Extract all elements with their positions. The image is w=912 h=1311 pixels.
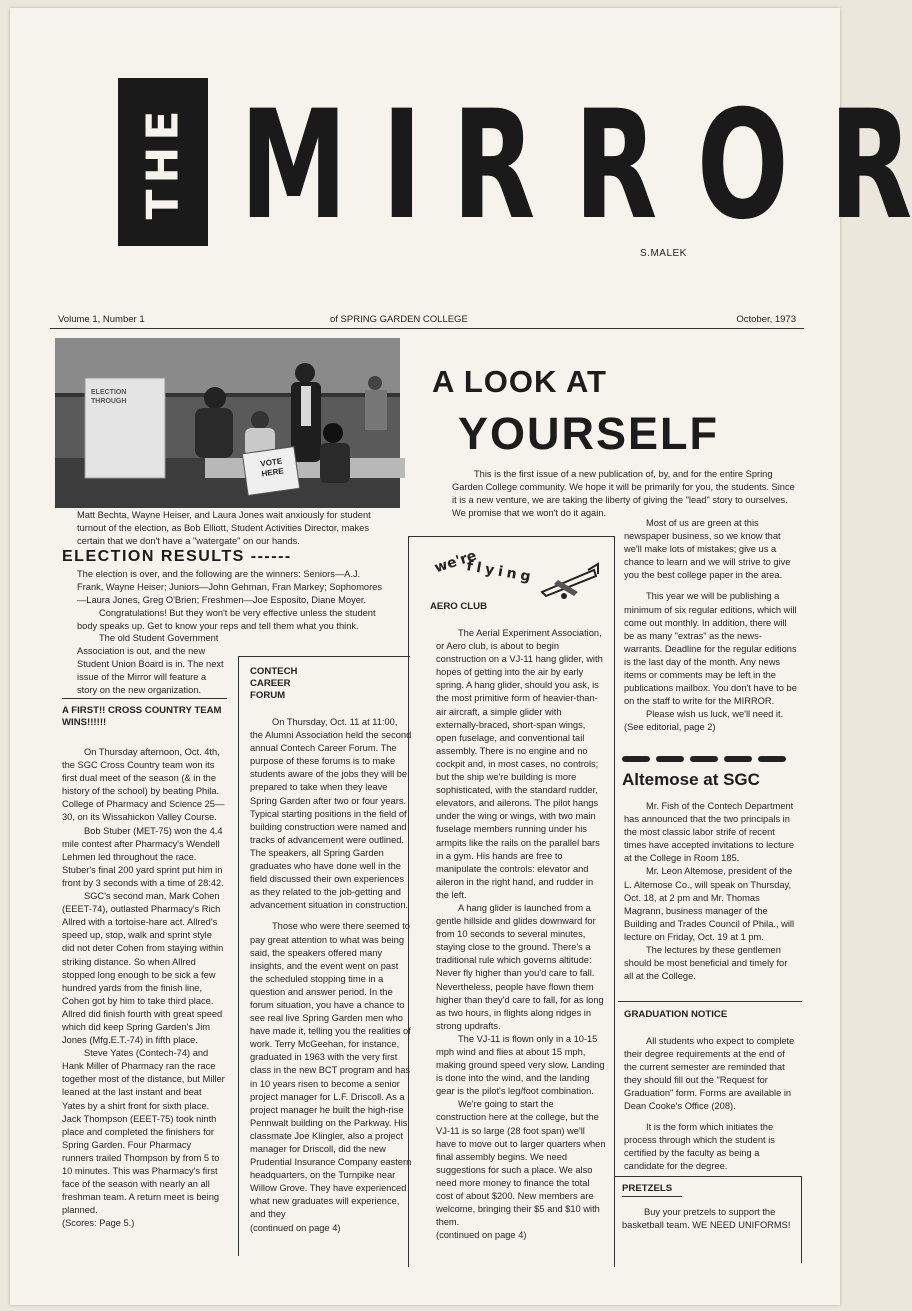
- masthead-letter: R: [452, 79, 536, 253]
- look-headline-line2: YOURSELF: [458, 408, 720, 459]
- dateline-rule: [50, 328, 804, 329]
- masthead-title: [216, 79, 912, 253]
- masthead-letter: O: [696, 79, 789, 253]
- altemose-article: [624, 800, 798, 983]
- photo-caption: Matt Bechta, Wayne Heiser, and Laura Jones wait anxiously for student turnout of the election, as Bob Elliott, Student Activities Director, makes certain that we don't have a "watergate" on our hands.: [77, 510, 371, 547]
- aero-paragraph: The Aerial Experiment Association, or Aero club, is about to begin construction on a VJ-11 hang glider, with hopes of getting into the air by early spring. A hang glider, should you ask, is the most primitive form of heavier-than-air aircraft, a simple glider with externally-braced, short-span wings, open fuselage, and conventional tail assembly. There is no engine and no cockpit and, in most cases, no controls; but the ship we're building is more sophisticated, with the standard rudder, elevators, and ailerons. The pilot hangs under the wing or wings, with two main fuselage members running under his armpits like the rails on the parallel bars in a gym. His hands are free to manipulate the controls: elevator and aileron in the right hand, and rudder in the left.: [436, 628, 603, 900]
- pretzels-underline: [622, 1196, 682, 1197]
- aero-paragraph: We're going to start the construction here at the college, but the VJ-11 is so large (28 foot span) we'll have to move out to larger quarters when final assembly begins. We need suggestions for such a place. We also need more money to finance the total cost of about $200. New members are welcome, bringing their $5 and $10 with them.: [436, 1099, 606, 1228]
- college-name: of SPRING GARDEN COLLEGE: [330, 314, 468, 325]
- look-paragraph: Most of us are green at this newspaper business, so we know that we'll make lots of mistakes; give us a chance to learn and we will strive to give you the best college paper in the area.: [624, 518, 791, 581]
- column-rule: [238, 656, 410, 657]
- pretzels-article: [622, 1206, 794, 1232]
- column-divider: [238, 656, 239, 1256]
- glider-icon: [538, 562, 600, 606]
- pretzels-paragraph: Buy your pretzels to support the basketball team. WE NEED UNIFORMS!: [622, 1207, 791, 1231]
- altemose-headline: Altemose at SGC: [622, 770, 760, 789]
- look-article: [624, 517, 798, 735]
- altemose-paragraph: Mr. Fish of the Contech Department has announced that the two principals in the most classic labor strife of recent times have accepted invitations to lecture at the College in Room 185.: [624, 801, 795, 864]
- aero-paragraph: (continued on page 4): [436, 1230, 527, 1241]
- graduation-article: [624, 1035, 798, 1173]
- look-intro: [452, 468, 796, 520]
- masthead-the: THE: [137, 104, 189, 220]
- contech-headline: CONTECH CAREER FORUM: [250, 666, 298, 701]
- newspaper-page: [10, 8, 912, 1305]
- graduation-paragraph: It is the form which initiates the process through which the student is certified by the faculty as being a candidate for the degree.: [624, 1121, 775, 1171]
- issue-date: October, 1973: [736, 314, 796, 325]
- contech-paragraph: (continued on page 4): [250, 1222, 341, 1233]
- altemose-paragraph: Mr. Leon Altemose, president of the L. Altemose Co., will speak on Thursday, Oct. 18, at 2 pm and Mr. Thomas Magrann, business manager of the Building and Trades Council of Phila., will lecture on Friday, Oct. 19 at 1 pm.: [624, 866, 795, 942]
- masthead-letter: R: [828, 79, 912, 253]
- look-headline-line1: A LOOK AT: [432, 364, 607, 399]
- cross-country-paragraph: (Scores: Page 5.): [62, 1218, 135, 1229]
- aero-art-word: we're: [432, 547, 479, 577]
- contech-article: [250, 716, 412, 1235]
- aero-club-article: [436, 627, 606, 1242]
- pretzels-headline: PRETZELS: [622, 1183, 673, 1194]
- graduation-headline: GRADUATION NOTICE: [624, 1009, 728, 1020]
- column-rule: [618, 1001, 802, 1002]
- decorative-dash-rule: [620, 753, 796, 765]
- election-headline: ELECTION RESULTS ------: [62, 548, 292, 565]
- aero-club-art: [420, 548, 605, 608]
- volume-number: Volume 1, Number 1: [58, 314, 145, 325]
- masthead-the-box: [118, 78, 208, 246]
- contech-paragraph: Those who were there seemed to pay great attention to what was being said, the speakers offered many insights, and the event went on past the scheduled stopping time in a question and answer period. In the forum situation, you have a chance to see real live Spring Garden men who have made it, telling you the realities of work. Terry McGeehan, for instance, graduated in 1963 with the very first class in the new BCT program and has in 10 years risen to become a senior project manager for L.F. Driscoll. As a project manager he built the high-rise Pennwalt building on the Parkway. His classmate Joe Klingler, also a project manager for Driscoll, did the new Prudential Insurance Company eastern headquarters, on the Turnpike near Willow Grove. They have experienced what new graduates will experience, and they: [250, 921, 412, 1220]
- contech-paragraph: On Thursday, Oct. 11 at 11:00, the Alumni Association held the second annual Contech Career Forum. The purpose of these forums is to make students aware of the jobs they will be prepared to take when they leave Spring Garden after two or four years. Typical starting positions in the field of building construction were named and tracks of advancement were outlined. The speakers, all Spring Garden graduates who have done well in the field discussed their own experiences as they related to the job-getting and advancement situation in construction.: [250, 717, 412, 911]
- masthead-letter: I: [382, 79, 423, 253]
- masthead-logo: [118, 78, 912, 254]
- election-paragraph: The election is over, and the following are the winners: Seniors—A.J. Frank, Wayne Heiser; Juniors—John Gehman, Fran Markey; Sophomores—Laura Jones, Greg O'Brien; Freshmen—Joe Esposito, Diane Moyer.: [77, 569, 383, 606]
- election-photo: [55, 338, 400, 508]
- election-article: [77, 568, 389, 633]
- photo-sign-vote-here: VOTE HERE: [259, 456, 285, 479]
- photo-sign-election: ELECTION THROUGH: [91, 389, 127, 405]
- look-paragraph: Please wish us luck, we'll need it.: [646, 709, 784, 720]
- cross-country-headline: A FIRST!! CROSS COUNTRY TEAM WINS!!!!!!: [62, 705, 222, 728]
- altemose-paragraph: The lectures by these gentlemen should be most beneficial and timely for all at the College.: [624, 945, 788, 982]
- dateline: [50, 314, 804, 328]
- aero-paragraph: A hang glider is launched from a gentle hillside and glides downward for from 10 seconds to several minutes, staying close to the ground. There's a traditional rule which governs altitude: Never fly higher than you'd care to fall. Nevertheless, people have flown them higher than they'd care to fall, for as long as two hours, in flights along ridges in strong updrafts.: [436, 902, 604, 1031]
- aero-club-headline: AERO CLUB: [430, 601, 488, 612]
- cross-country-article: [62, 746, 225, 1230]
- election-paragraph: The old Student Government Association is out, and the new Student Union Board is in. The next issue of the Mirror will feature a story on the new organization.: [77, 633, 224, 696]
- election-article-continued: [77, 632, 227, 697]
- masthead-letter: M: [239, 79, 348, 253]
- graduation-paragraph: All students who expect to complete their degree requirements at the end of the current semester are reminded that they should fill out the "Request for Graduation" form. Forms are available in Dean Cooke's Office (208).: [624, 1036, 795, 1112]
- look-paragraph: (See editorial, page 2): [624, 722, 716, 733]
- look-intro-paragraph: This is the first issue of a new publication of, by, and for the entire Spring Garden College community. We hope it will be primarily for you, the students. Since it is a new venture, we are taking the liberty of giving the "lead" story to ourselves. We promise that we won't do it again.: [452, 469, 795, 519]
- cross-country-paragraph: Steve Yates (Contech-74) and Hank Miller of Pharmacy ran the race together most of the distance, but Miller leaned at the last instant and beat Yates by a shirt front for sixth place. Jack Thompson (EEET-75) took ninth place and completed the finishers for Spring Garden. Four Pharmacy runners trailed Thompson by from 5 to 10 minutes. This was Pharmacy's first face of the season with nearly an all freshman team. A return meet is being planned.: [62, 1048, 225, 1216]
- column-rule: [62, 698, 227, 699]
- election-paragraph: Congratulations! But they won't be very effective unless the student body speaks up. Get to know your reps and tell them what you think.: [77, 608, 376, 632]
- masthead-letter: R: [573, 79, 657, 253]
- aero-art-word: flying: [465, 558, 536, 586]
- cross-country-paragraph: On Thursday afternoon, Oct. 4th, the SGC Cross Country team won its first dual meet of the season (& in the history of the school) by beating Phila. College of Pharmacy and Science 25—30, on its Wissahickon Valley Course.: [62, 747, 225, 823]
- aero-paragraph: The VJ-11 is flown only in a 10-15 mph wind and flies at about 15 mph, making ground speed very slow. Landing is done into the wind, and the landing gear is the pilot's leg/foot combination.: [436, 1033, 605, 1097]
- masthead-artist-signature: S.MALEK: [640, 248, 687, 259]
- election-photo-image: [55, 338, 400, 508]
- look-paragraph: This year we will be publishing a minimum of six regular editions, which will come out monthly. In addition, there will be as many "extras" as the news-warrants. Deadline for the regular editions is the last day of the month. Any news items or comments may be left in the publications mailbox. You don't have to be on the staff to write for the MIRROR.: [624, 591, 797, 707]
- cross-country-paragraph: Bob Stuber (MET-75) won the 4.4 mile contest after Pharmacy's Wendell Lehmen led throughout the race. Stuber's final 200 yard sprint put him in front by 3 seconds with a time of 28:42.: [62, 825, 224, 888]
- cross-country-paragraph: SGC's second man, Mark Cohen (EEET-74), outlasted Pharmacy's Rich Allred with a tortoise-hare act. Allred's speed up, stop, walk and sprint style did not deter Cohen from staying within striking distance. So when Allred stopped long enough to be sick a few hundred yards from the finish line, Cohen got by him to take third place. Allred did finish fourth with great speed which did keep Spring Garden's Jim Jones (Mfg.E.T.-74) in fifth place.: [62, 891, 224, 1046]
